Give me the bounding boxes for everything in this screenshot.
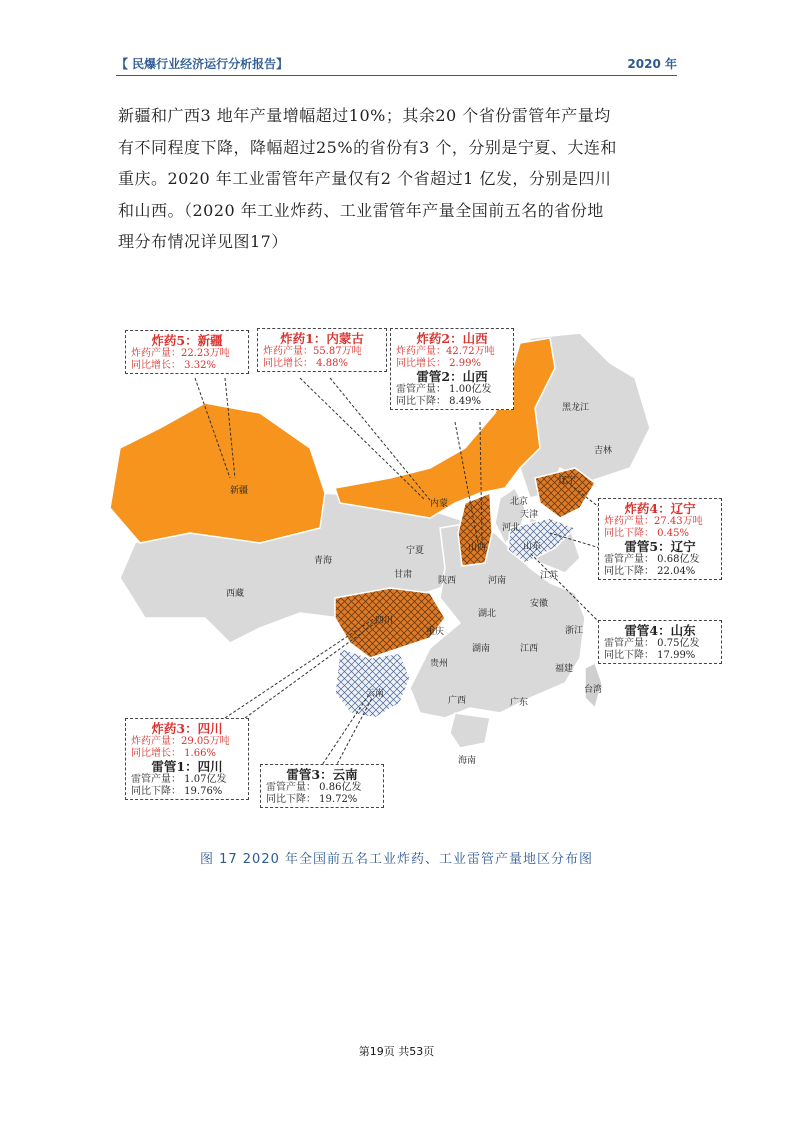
callout-title: 炸药1：内蒙古 xyxy=(280,331,364,346)
label-chongqing: 重庆 xyxy=(426,627,445,637)
page-number: 第19页 共53页 xyxy=(358,1045,435,1058)
figure-caption: 图 17 2020 年全国前五名工业炸药、工业雷管产量地区分布图 xyxy=(199,852,594,867)
paragraph-line: 新疆和广西3 地年产量增幅超过10%；其余20 个省份雷管年产量均 xyxy=(118,106,611,125)
region-shanxi xyxy=(458,493,492,566)
label-jiangxi: 江西 xyxy=(520,644,539,654)
body-paragraph xyxy=(118,100,680,258)
label-guangdong: 广东 xyxy=(510,698,529,708)
paragraph-line: 理分布情况详见图17） xyxy=(118,232,288,251)
label-xinjiang: 新疆 xyxy=(230,486,249,496)
label-taiwan: 台湾 xyxy=(584,685,603,695)
callout-sichuan xyxy=(125,718,249,800)
callout-line: 雷管产量： 0.86亿发 xyxy=(266,782,362,793)
callout-line: 炸药产量：27.43万吨 xyxy=(604,516,703,527)
callout-line: 同比增长： 3.32% xyxy=(131,359,216,371)
callout-line: 同比下降： 17.99% xyxy=(604,649,696,661)
callout-title: 雷管1：四川 xyxy=(151,759,223,774)
callout-line: 同比下降： 0.45% xyxy=(604,527,689,539)
label-liaoning: 辽宁 xyxy=(558,476,577,486)
paragraph-line: 重庆。2020 年工业雷管年产量仅有2 个省超过1 亿发，分别是四川 xyxy=(118,169,612,188)
region-xinjiang xyxy=(110,403,325,543)
label-guizhou: 贵州 xyxy=(430,659,449,669)
callout-line: 炸药产量：55.87万吨 xyxy=(263,346,362,357)
label-tianjin: 天津 xyxy=(520,510,539,520)
label-yunnan: 云南 xyxy=(366,689,385,699)
callout-shandong xyxy=(598,620,722,664)
callout-line: 雷管产量： 0.75亿发 xyxy=(604,638,700,649)
callout-title: 炸药3：四川 xyxy=(151,721,223,736)
callout-neimenggu xyxy=(257,328,387,372)
label-guangxi: 广西 xyxy=(448,696,467,706)
callout-line: 同比增长： 2.99% xyxy=(396,357,481,369)
label-shanxi: 山西 xyxy=(468,543,487,553)
label-beijing: 北京 xyxy=(510,497,529,507)
callout-xinjiang xyxy=(125,330,249,374)
label-henan: 河南 xyxy=(488,576,507,586)
callout-yunnan xyxy=(260,764,384,808)
callout-line: 炸药产量：29.05万吨 xyxy=(131,736,230,747)
callout-line: 同比增长： 4.88% xyxy=(263,357,348,369)
callout-line: 同比下降： 19.76% xyxy=(131,785,223,797)
header-report-title: 【 民爆行业经济运行分析报告】 xyxy=(116,57,289,71)
label-neimeng: 内蒙 xyxy=(430,499,449,509)
label-hainan: 海南 xyxy=(458,756,477,766)
callout-line: 炸药产量：22.23万吨 xyxy=(131,348,230,359)
label-jilin: 吉林 xyxy=(594,446,613,456)
label-qinghai: 青海 xyxy=(314,556,333,566)
label-jiangsu: 江苏 xyxy=(540,571,559,581)
callout-title: 炸药5：新疆 xyxy=(151,333,223,348)
label-shaanxi: 陕西 xyxy=(438,576,457,586)
label-hunan: 湖南 xyxy=(472,644,491,654)
label-fujian: 福建 xyxy=(555,664,574,674)
label-sichuan: 四川 xyxy=(375,616,394,626)
label-xizang: 西藏 xyxy=(226,589,245,599)
label-heilongjiang: 黑龙江 xyxy=(562,403,590,413)
callout-title: 炸药4：辽宁 xyxy=(624,501,696,516)
callout-line: 同比下降： 8.49% xyxy=(396,395,481,407)
callout-title: 雷管4：山东 xyxy=(624,623,696,638)
callout-title: 雷管3：云南 xyxy=(286,767,358,782)
callout-line: 雷管产量： 1.00亿发 xyxy=(396,384,492,395)
callout-line: 雷管产量： 1.07亿发 xyxy=(131,774,227,785)
page-header xyxy=(116,50,677,76)
callout-title: 炸药2：山西 xyxy=(416,331,488,346)
callout-line: 炸药产量：42.72万吨 xyxy=(396,346,495,357)
region-base xyxy=(450,713,490,748)
callout-line: 同比增长： 1.66% xyxy=(131,747,216,759)
china-map-figure xyxy=(110,318,728,826)
callout-title: 雷管2：山西 xyxy=(416,369,488,384)
callout-line: 同比下降： 22.04% xyxy=(604,565,696,577)
label-anhui: 安徽 xyxy=(530,599,549,609)
callout-line: 雷管产量： 0.68亿发 xyxy=(604,554,700,565)
paragraph-line: 有不同程度下降，降幅超过25%的省份有3 个，分别是宁夏、大连和 xyxy=(118,137,617,157)
label-hubei: 湖北 xyxy=(478,609,497,619)
callout-liaoning xyxy=(598,498,722,580)
callout-title: 雷管5：辽宁 xyxy=(624,539,696,554)
label-zhejiang: 浙江 xyxy=(565,626,584,636)
label-hebei: 河北 xyxy=(502,523,521,533)
label-ningxia: 宁夏 xyxy=(406,546,425,556)
callout-shanxi xyxy=(390,328,514,410)
label-shandong: 山东 xyxy=(523,542,542,552)
callout-line: 同比下降： 19.72% xyxy=(266,793,358,805)
region-yunnan xyxy=(335,648,410,718)
header-year: 2020 年 xyxy=(627,57,677,71)
paragraph-line: 和山西。（2020 年工业炸药、工业雷管年产量全国前五名的省份地 xyxy=(118,200,604,220)
label-gansu: 甘肃 xyxy=(394,570,413,580)
